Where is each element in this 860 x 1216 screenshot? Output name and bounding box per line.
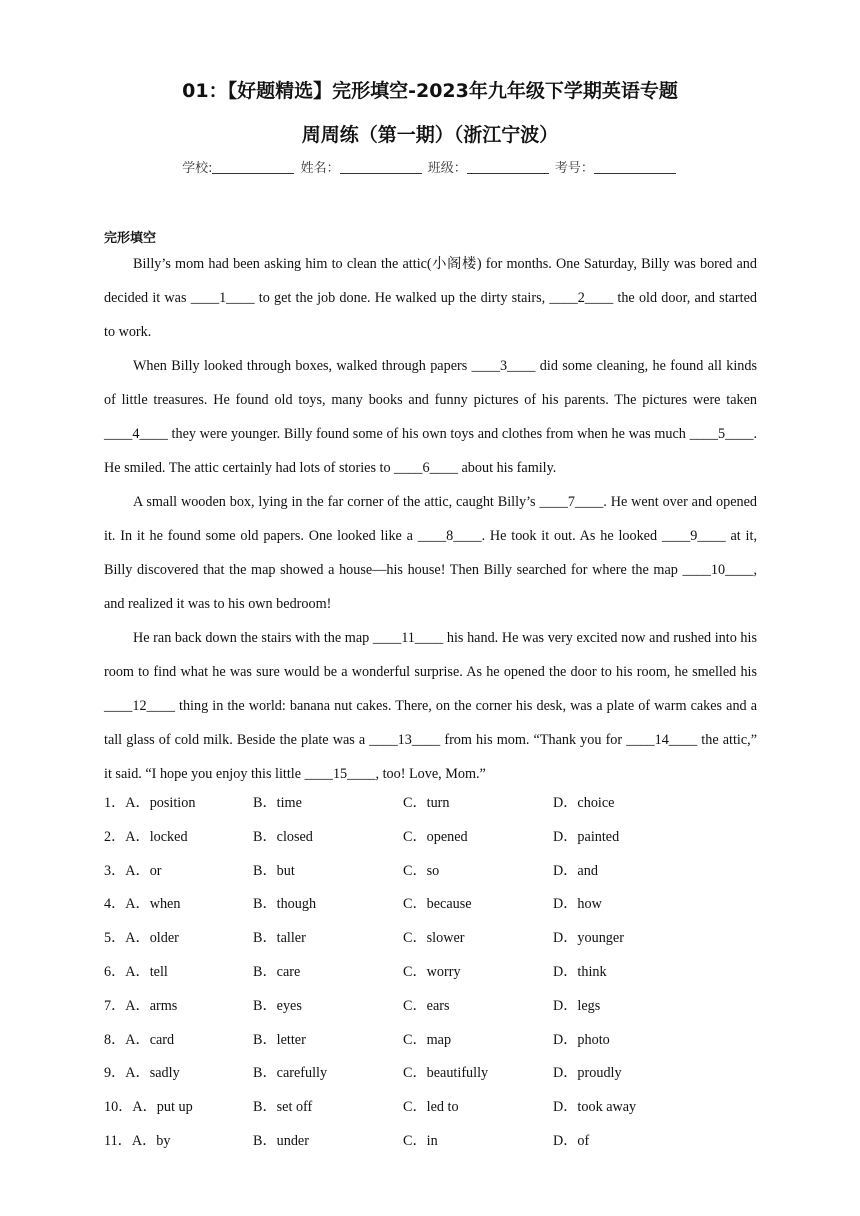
option-c: C．opened bbox=[403, 828, 468, 845]
page-title: 01：【好题精选】完形填空-2023年九年级下学期英语专题 bbox=[182, 80, 678, 102]
passage-paragraph: When Billy looked through boxes, walked through papers ____3____ did some cleaning, he found all kinds of little treasures. He found old toys, many books and funny pictures of his parents. The pictures were taken ____4____ they were younger. Billy found some of his own toys and clothes from when he was much ____5____. He smiled. The attic certainly had lots of stories to ____6____ about his family. bbox=[104, 358, 757, 476]
school-blank bbox=[212, 159, 294, 174]
question-row bbox=[104, 1091, 764, 1125]
option-b: B．eyes bbox=[253, 997, 302, 1014]
question-row bbox=[104, 888, 764, 922]
option-d: D．painted bbox=[553, 828, 620, 845]
option-d: D．and bbox=[553, 862, 598, 879]
question-row bbox=[104, 1024, 764, 1058]
question-row bbox=[104, 956, 764, 990]
option-a: 1．A．position bbox=[104, 795, 196, 811]
exam-number-label: 考号： bbox=[554, 161, 594, 176]
option-d: D．how bbox=[553, 896, 602, 913]
option-c: C．ears bbox=[403, 997, 450, 1014]
question-row bbox=[104, 787, 764, 821]
option-b: B．care bbox=[253, 963, 301, 980]
option-a: 6．A．tell bbox=[104, 963, 168, 980]
option-c: C．map bbox=[403, 1031, 452, 1048]
option-b: B．letter bbox=[253, 1031, 306, 1048]
cloze-passage bbox=[104, 247, 757, 791]
option-b: B．closed bbox=[253, 828, 313, 845]
option-d: D．think bbox=[553, 963, 607, 980]
question-row bbox=[104, 922, 764, 956]
passage-paragraph: He ran back down the stairs with the map ____11____ his hand. He was very excited now and rushed into his room to find what he was sure would be a wonderful surprise. As he opened the door to his room, he smelled his ____12____ thing in the world: banana nut cakes. There, on the corner his desk, was a plate of warm cakes and a tall glass of cold milk. Beside the plate was a ____13____ from his mom. “Thank you for ____14____ the attic,” it said. “I hope you enjoy this little ____15____, too! Love, Mom.” bbox=[104, 630, 757, 782]
student-info-line bbox=[0, 157, 860, 176]
question-row bbox=[104, 855, 764, 889]
option-b: B．set off bbox=[253, 1099, 313, 1116]
option-c: C．led to bbox=[403, 1099, 459, 1116]
option-a: 3．A．or bbox=[104, 862, 162, 879]
option-b: B．but bbox=[253, 862, 295, 879]
option-a: 10．A．put up bbox=[104, 1099, 193, 1116]
exam-number-blank bbox=[594, 159, 676, 174]
option-a: 5．A．older bbox=[104, 930, 179, 947]
option-d: D．choice bbox=[553, 795, 615, 811]
option-c: C．slower bbox=[403, 930, 465, 947]
option-a: 8．A．card bbox=[104, 1031, 175, 1048]
option-c: C．because bbox=[403, 896, 472, 913]
option-c: C．beautifully bbox=[403, 1065, 489, 1082]
section-title: 完形填空 bbox=[104, 231, 157, 246]
option-b: B．though bbox=[253, 896, 317, 913]
option-c: C．in bbox=[403, 1132, 438, 1149]
option-a: 2．A．locked bbox=[104, 828, 188, 845]
option-a: 4．A．when bbox=[104, 896, 181, 913]
option-c: C．turn bbox=[403, 795, 450, 811]
school-label: 学校: bbox=[182, 161, 213, 176]
option-b: B．time bbox=[253, 795, 302, 811]
option-d: D．took away bbox=[553, 1099, 637, 1116]
question-row bbox=[104, 1057, 764, 1091]
question-row bbox=[104, 1125, 764, 1159]
option-a: 11．A．by bbox=[104, 1132, 171, 1149]
option-b: B．carefully bbox=[253, 1065, 328, 1082]
option-d: D．of bbox=[553, 1132, 590, 1149]
class-label: 班级： bbox=[427, 161, 467, 176]
option-d: D．legs bbox=[553, 997, 601, 1014]
option-d: D．photo bbox=[553, 1031, 610, 1048]
option-d: D．younger bbox=[553, 930, 624, 947]
passage-paragraph: A small wooden box, lying in the far corner of the attic, caught Billy’s ____7____. He went over and opened it. In it he found some old papers. One looked like a ____8____. He took it out. As he looked ____9____ at it, Billy discovered that the map showed a house—his house! Then Billy searched for where the map ____10____, and realized it was to his own bedroom! bbox=[104, 494, 757, 612]
class-blank bbox=[467, 159, 549, 174]
question-row bbox=[104, 990, 764, 1024]
question-options bbox=[104, 787, 764, 1159]
option-d: D．proudly bbox=[553, 1065, 622, 1082]
option-b: B．taller bbox=[253, 930, 306, 947]
option-c: C．worry bbox=[403, 963, 461, 980]
name-label: 姓名： bbox=[300, 161, 340, 176]
option-a: 7．A．arms bbox=[104, 997, 178, 1014]
option-c: C．so bbox=[403, 862, 440, 879]
question-row bbox=[104, 821, 764, 855]
name-blank bbox=[340, 159, 422, 174]
option-b: B．under bbox=[253, 1132, 309, 1149]
option-a: 9．A．sadly bbox=[104, 1065, 180, 1082]
passage-paragraph: Billy’s mom had been asking him to clean the attic(小阁楼) for months. One Saturday, Billy was bored and decided it was ____1____ to get the job done. He walked up the dirty stairs, ____2____ the old door, and started to work. bbox=[104, 256, 757, 340]
page-subtitle: 周周练（第一期）（浙江宁波） bbox=[301, 124, 559, 146]
